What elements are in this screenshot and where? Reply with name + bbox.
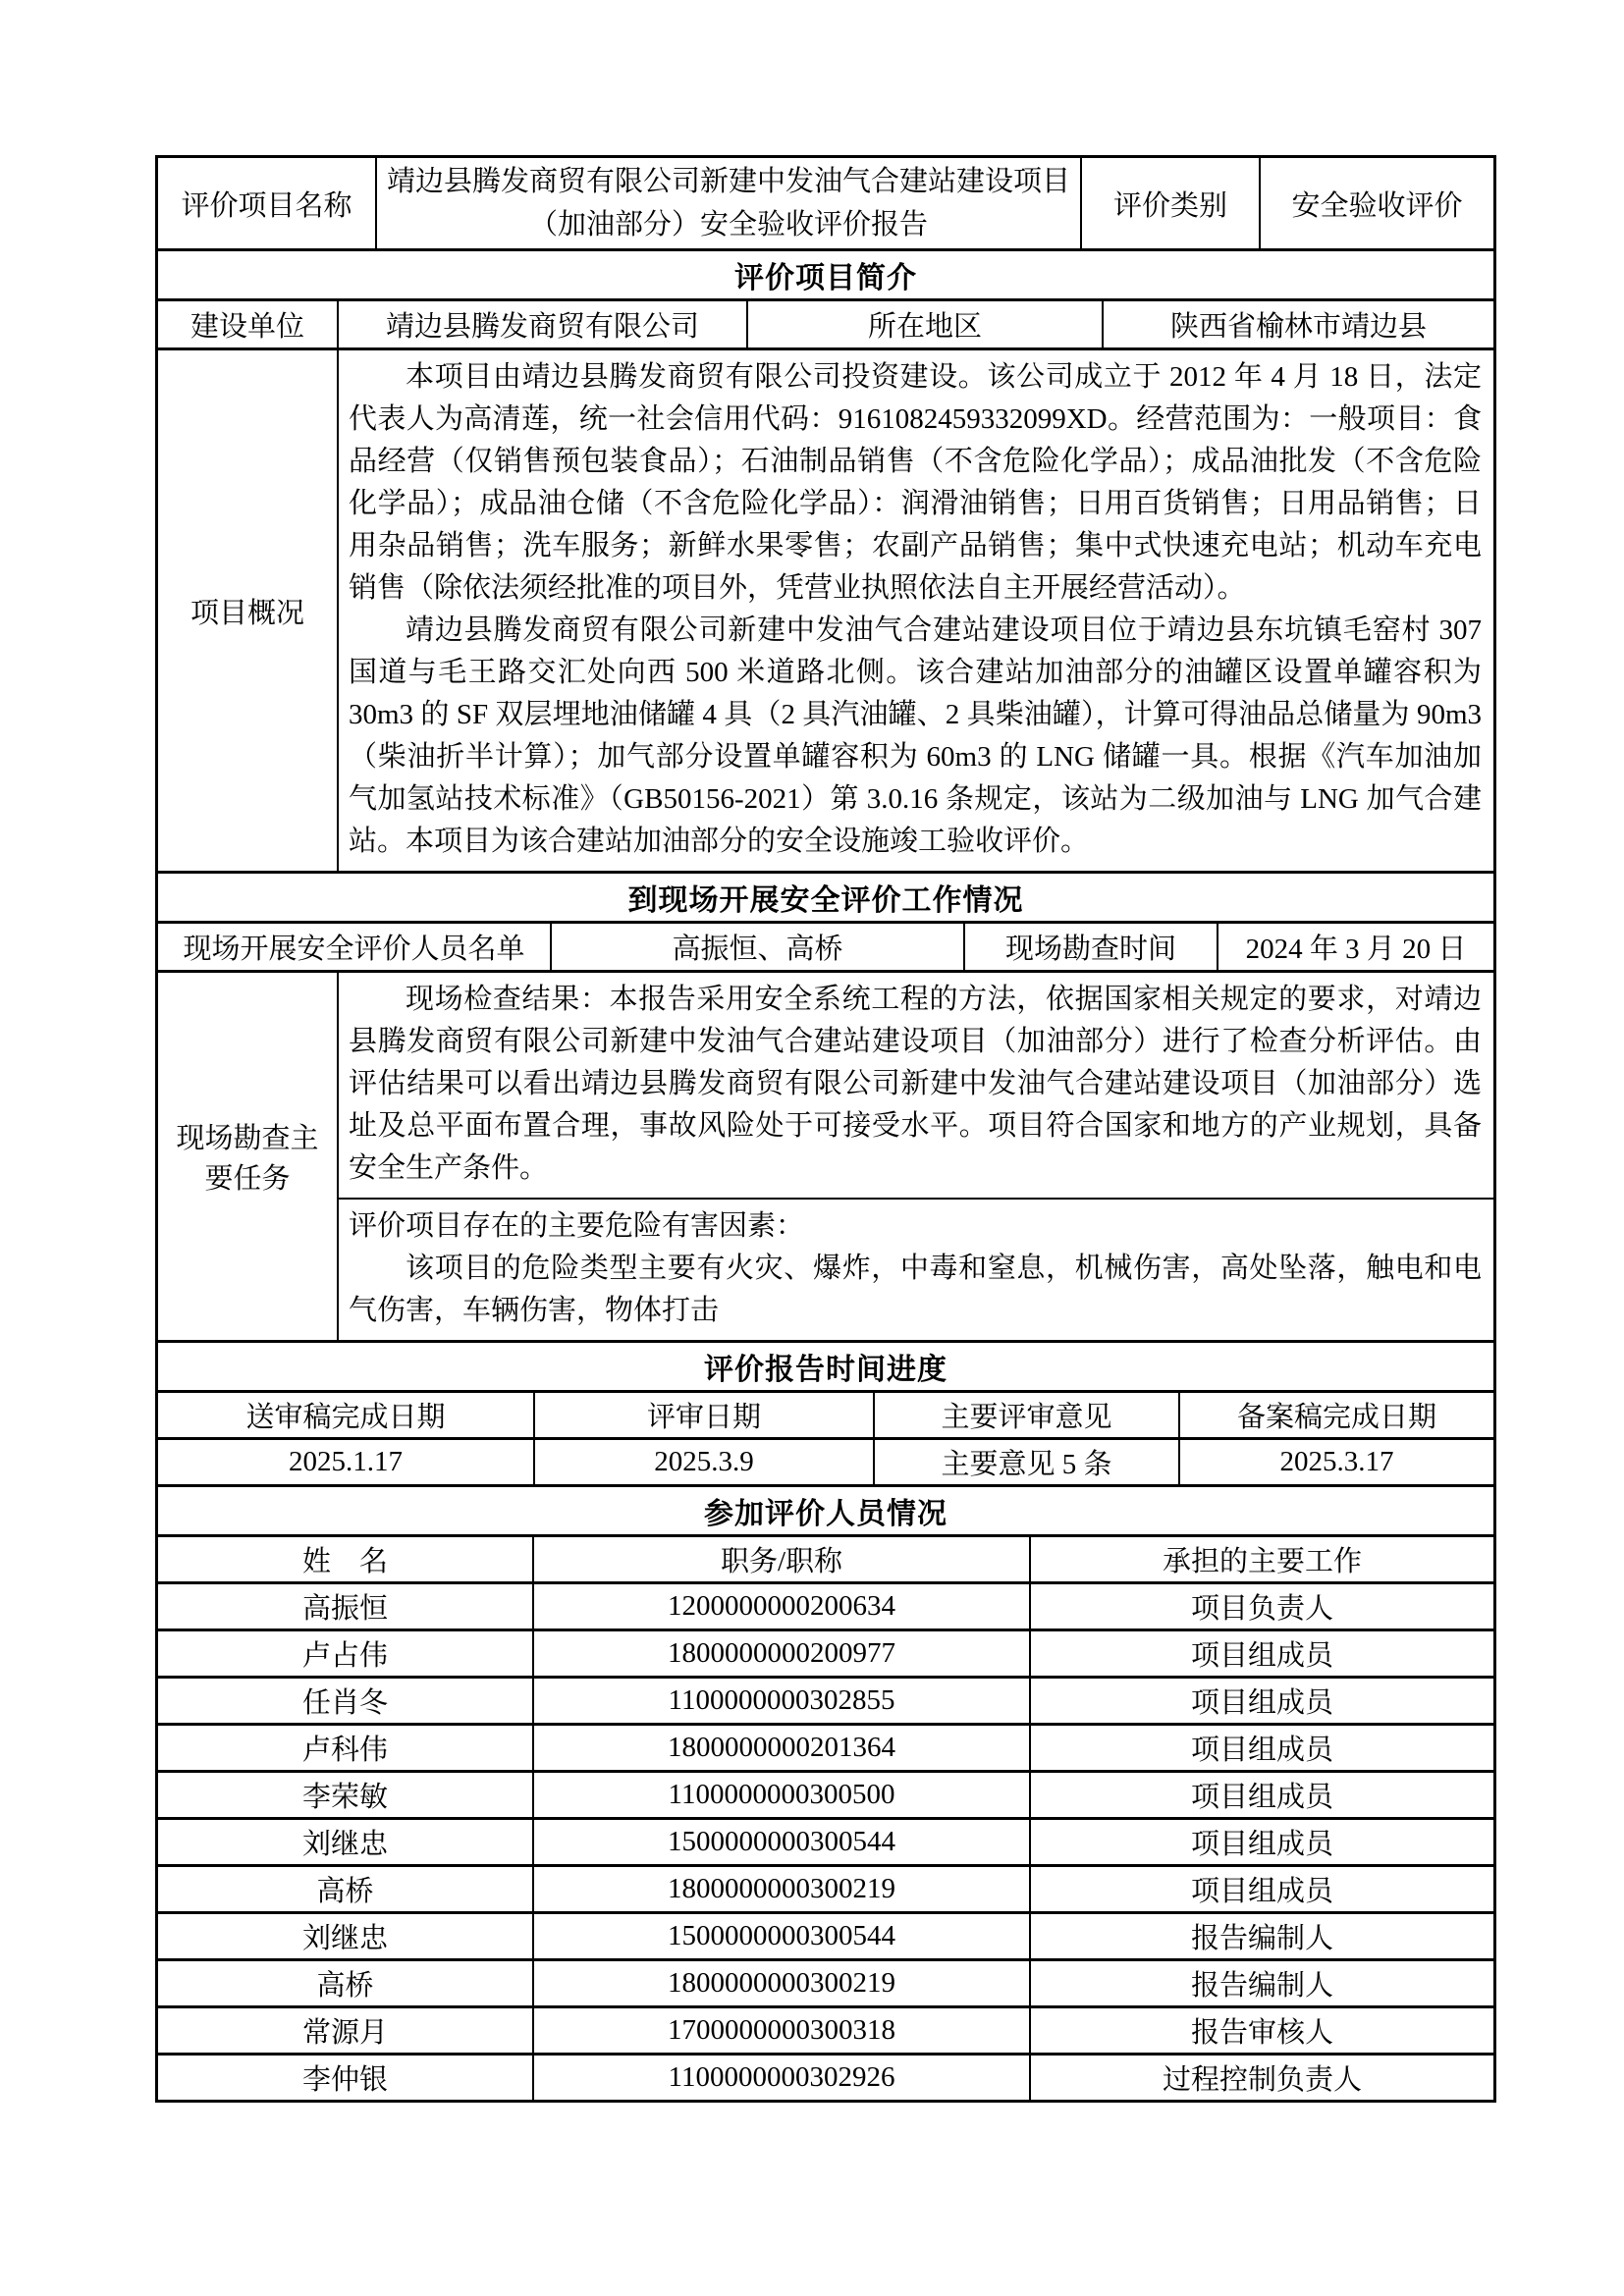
staff-row — [158, 1723, 1493, 1770]
schedule-header-opinions: 主要评审意见 — [873, 1393, 1178, 1437]
staff-name-cell: 李荣敏 — [301, 1782, 388, 1813]
staff-row — [158, 2053, 1493, 2100]
staff-number-cell: 1500000000300544 — [532, 1914, 1029, 1958]
staff-name-cell: 刘继忠 — [301, 1829, 388, 1860]
section-site-title: 到现场开展安全评价工作情况 — [627, 884, 1024, 917]
staff-row — [158, 1581, 1493, 1629]
staff-work-cell: 项目组成员 — [1029, 1820, 1493, 1864]
staff-name-cell: 卢占伟 — [301, 1640, 388, 1672]
staff-header-work: 承担的主要工作 — [1029, 1537, 1493, 1581]
staff-name-cell: 高振恒 — [301, 1593, 388, 1625]
schedule-header-review: 评审日期 — [533, 1393, 873, 1437]
schedule-value-review: 2025.3.9 — [533, 1440, 873, 1484]
staff-number-cell: 1800000000300219 — [532, 1867, 1029, 1911]
project-name-label: 评价项目名称 — [181, 189, 352, 222]
staff-work-cell: 项目组成员 — [1029, 1773, 1493, 1817]
schedule-header-draft: 送审稿完成日期 — [245, 1402, 446, 1433]
region-value: 陕西省榆林市靖边县 — [1102, 301, 1493, 347]
schedule-value-final: 2025.3.17 — [1178, 1440, 1493, 1484]
region-label: 所在地区 — [746, 301, 1102, 347]
builder-label: 建设单位 — [189, 311, 304, 343]
builder-row — [158, 298, 1493, 347]
main-task-row — [158, 970, 1493, 1340]
inspection-result — [339, 973, 1493, 1198]
staff-number-cell: 1500000000300544 — [532, 1820, 1029, 1864]
inspection-paragraph: 现场检查结果：本报告采用安全系统工程的方法，依据国家相关规定的要求，对靖边县腾发商贸有限公司新建中发油气合建站建设项目（加油部分）进行了检查分析评估。由评估结果可以看出靖边县腾发商贸有限公司新建中发油气合建站建设项目（加油部分）选址及总平面布置合理，事故风险处于可接受水平。项目符合国家和地方的产业规划，具备安全生产条件。 — [349, 984, 1482, 1184]
staff-number-cell: 1200000000200634 — [532, 1584, 1029, 1629]
staff-row — [158, 1911, 1493, 1958]
staff-number-cell: 1100000000300500 — [532, 1773, 1029, 1817]
staff-row — [158, 1770, 1493, 1817]
site-staff-row — [158, 921, 1493, 970]
staff-header-title: 职务/职称 — [532, 1537, 1029, 1581]
schedule-header-final: 备案稿完成日期 — [1178, 1393, 1493, 1437]
staff-row — [158, 2005, 1493, 2053]
staff-name-cell: 任肖冬 — [301, 1687, 388, 1719]
staff-row — [158, 1629, 1493, 1676]
hazard-factors — [339, 1198, 1493, 1340]
section-intro-title: 评价项目简介 — [734, 262, 917, 294]
overview-paragraph-1: 本项目由靖边县腾发商贸有限公司投资建设。该公司成立于 2012 年 4 月 18 日，法定代表人为高清莲，统一社会信用代码：9161082459332099XD。经营范围为：一般项目：食品经营（仅销售预包装食品）；石油制品销售（不含危险化学品）；成品油批发（不含危险化学品）；成品油仓储（不含危险化学品）：润滑油销售；日用百货销售；日用品销售；日用杂品销售；洗车服务；新鲜水果零售；农副产品销售；集中式快速充电站；机动车充电销售（除依法须经批准的项目外，凭营业执照依法自主开展经营活动）。 — [349, 361, 1482, 604]
project-title: 靖边县腾发商贸有限公司新建中发油气合建站建设项目（加油部分）安全验收评价报告 — [375, 158, 1080, 248]
staff-row — [158, 1864, 1493, 1911]
hazard-paragraph: 该项目的危险类型主要有火灾、爆炸，中毒和窒息，机械伤害，高处坠落，触电和电气伤害，车辆伤害，物体打击 — [349, 1253, 1482, 1326]
staff-row — [158, 1817, 1493, 1864]
site-staff-list-label: 现场开展安全评价人员名单 — [183, 934, 525, 965]
schedule-value-draft: 2025.1.17 — [289, 1446, 403, 1477]
staff-name-cell: 卢科伟 — [301, 1735, 388, 1766]
builder-value: 靖边县腾发商贸有限公司 — [337, 301, 746, 347]
overview-content — [337, 350, 1493, 871]
staff-name-cell: 高桥 — [316, 1970, 374, 2002]
staff-number-cell: 1100000000302926 — [532, 2056, 1029, 2100]
survey-time-label: 现场勘查时间 — [963, 924, 1217, 970]
staff-name-cell: 李仲银 — [301, 2064, 388, 2096]
category-label: 评价类别 — [1080, 158, 1259, 248]
staff-name-cell: 刘继忠 — [301, 1923, 388, 1954]
hazard-title: 评价项目存在的主要危险有害因素： — [349, 1210, 805, 1242]
staff-work-cell: 项目组成员 — [1029, 1726, 1493, 1770]
schedule-header-row — [158, 1390, 1493, 1437]
main-task-content — [337, 973, 1493, 1340]
staff-row — [158, 1958, 1493, 2005]
staff-name-cell: 高桥 — [316, 1876, 374, 1907]
staff-number-cell: 1100000000302855 — [532, 1679, 1029, 1723]
section-schedule — [158, 1340, 1493, 1390]
section-staff-title: 参加评价人员情况 — [704, 1498, 947, 1530]
evaluation-report-table — [155, 155, 1496, 2103]
staff-work-cell: 项目组成员 — [1029, 1679, 1493, 1723]
section-staff — [158, 1484, 1493, 1534]
category-value: 安全验收评价 — [1259, 158, 1493, 248]
section-intro — [158, 248, 1493, 298]
section-schedule-title: 评价报告时间进度 — [704, 1354, 947, 1386]
staff-row — [158, 1676, 1493, 1723]
schedule-value-opinions: 主要意见 5 条 — [873, 1440, 1178, 1484]
staff-work-cell: 项目组成员 — [1029, 1867, 1493, 1911]
staff-header-name: 姓 名 — [301, 1546, 388, 1577]
overview-row — [158, 347, 1493, 871]
overview-text — [339, 350, 1493, 871]
staff-work-cell: 报告编制人 — [1029, 1914, 1493, 1958]
overview-paragraph-2: 靖边县腾发商贸有限公司新建中发油气合建站建设项目位于靖边县东坑镇毛窑村 307 国道与毛王路交汇处向西 500 米道路北侧。该合建站加油部分的油罐区设置单罐容积为 30m3 的 SF 双层埋地油储罐 4 具（2 具汽油罐、2 具柴油罐），计算可得油品总储量为 90m3（柴油折半计算）；加气部分设置单罐容积为 60m3 的 LNG 储罐一具。根据《汽车加油加气加氢站技术标准》（GB50156-2021）第 3.0.16 条规定，该站为二级加油与 LNG 加气合建站。本项目为该合建站加油部分的安全设施竣工验收评价。 — [349, 614, 1482, 857]
staff-number-cell: 1800000000201364 — [532, 1726, 1029, 1770]
overview-label: 项目概况 — [189, 597, 304, 629]
main-task-label: 现场勘查主要任务 — [176, 1123, 319, 1195]
staff-work-cell: 过程控制负责人 — [1029, 2056, 1493, 2100]
staff-work-cell: 报告编制人 — [1029, 1961, 1493, 2005]
staff-work-cell: 报告审核人 — [1029, 2008, 1493, 2053]
schedule-value-row — [158, 1437, 1493, 1484]
staff-number-cell: 1700000000300318 — [532, 2008, 1029, 2053]
staff-name-cell: 常源月 — [301, 2017, 388, 2049]
staff-header-row — [158, 1534, 1493, 1581]
project-name-row — [158, 158, 1493, 248]
survey-time-value: 2024 年 3 月 20 日 — [1217, 924, 1493, 970]
staff-number-cell: 1800000000200977 — [532, 1631, 1029, 1676]
staff-number-cell: 1800000000300219 — [532, 1961, 1029, 2005]
site-staff-list-value: 高振恒、高桥 — [550, 924, 963, 970]
staff-work-cell: 项目负责人 — [1029, 1584, 1493, 1629]
staff-work-cell: 项目组成员 — [1029, 1631, 1493, 1676]
section-site — [158, 871, 1493, 921]
